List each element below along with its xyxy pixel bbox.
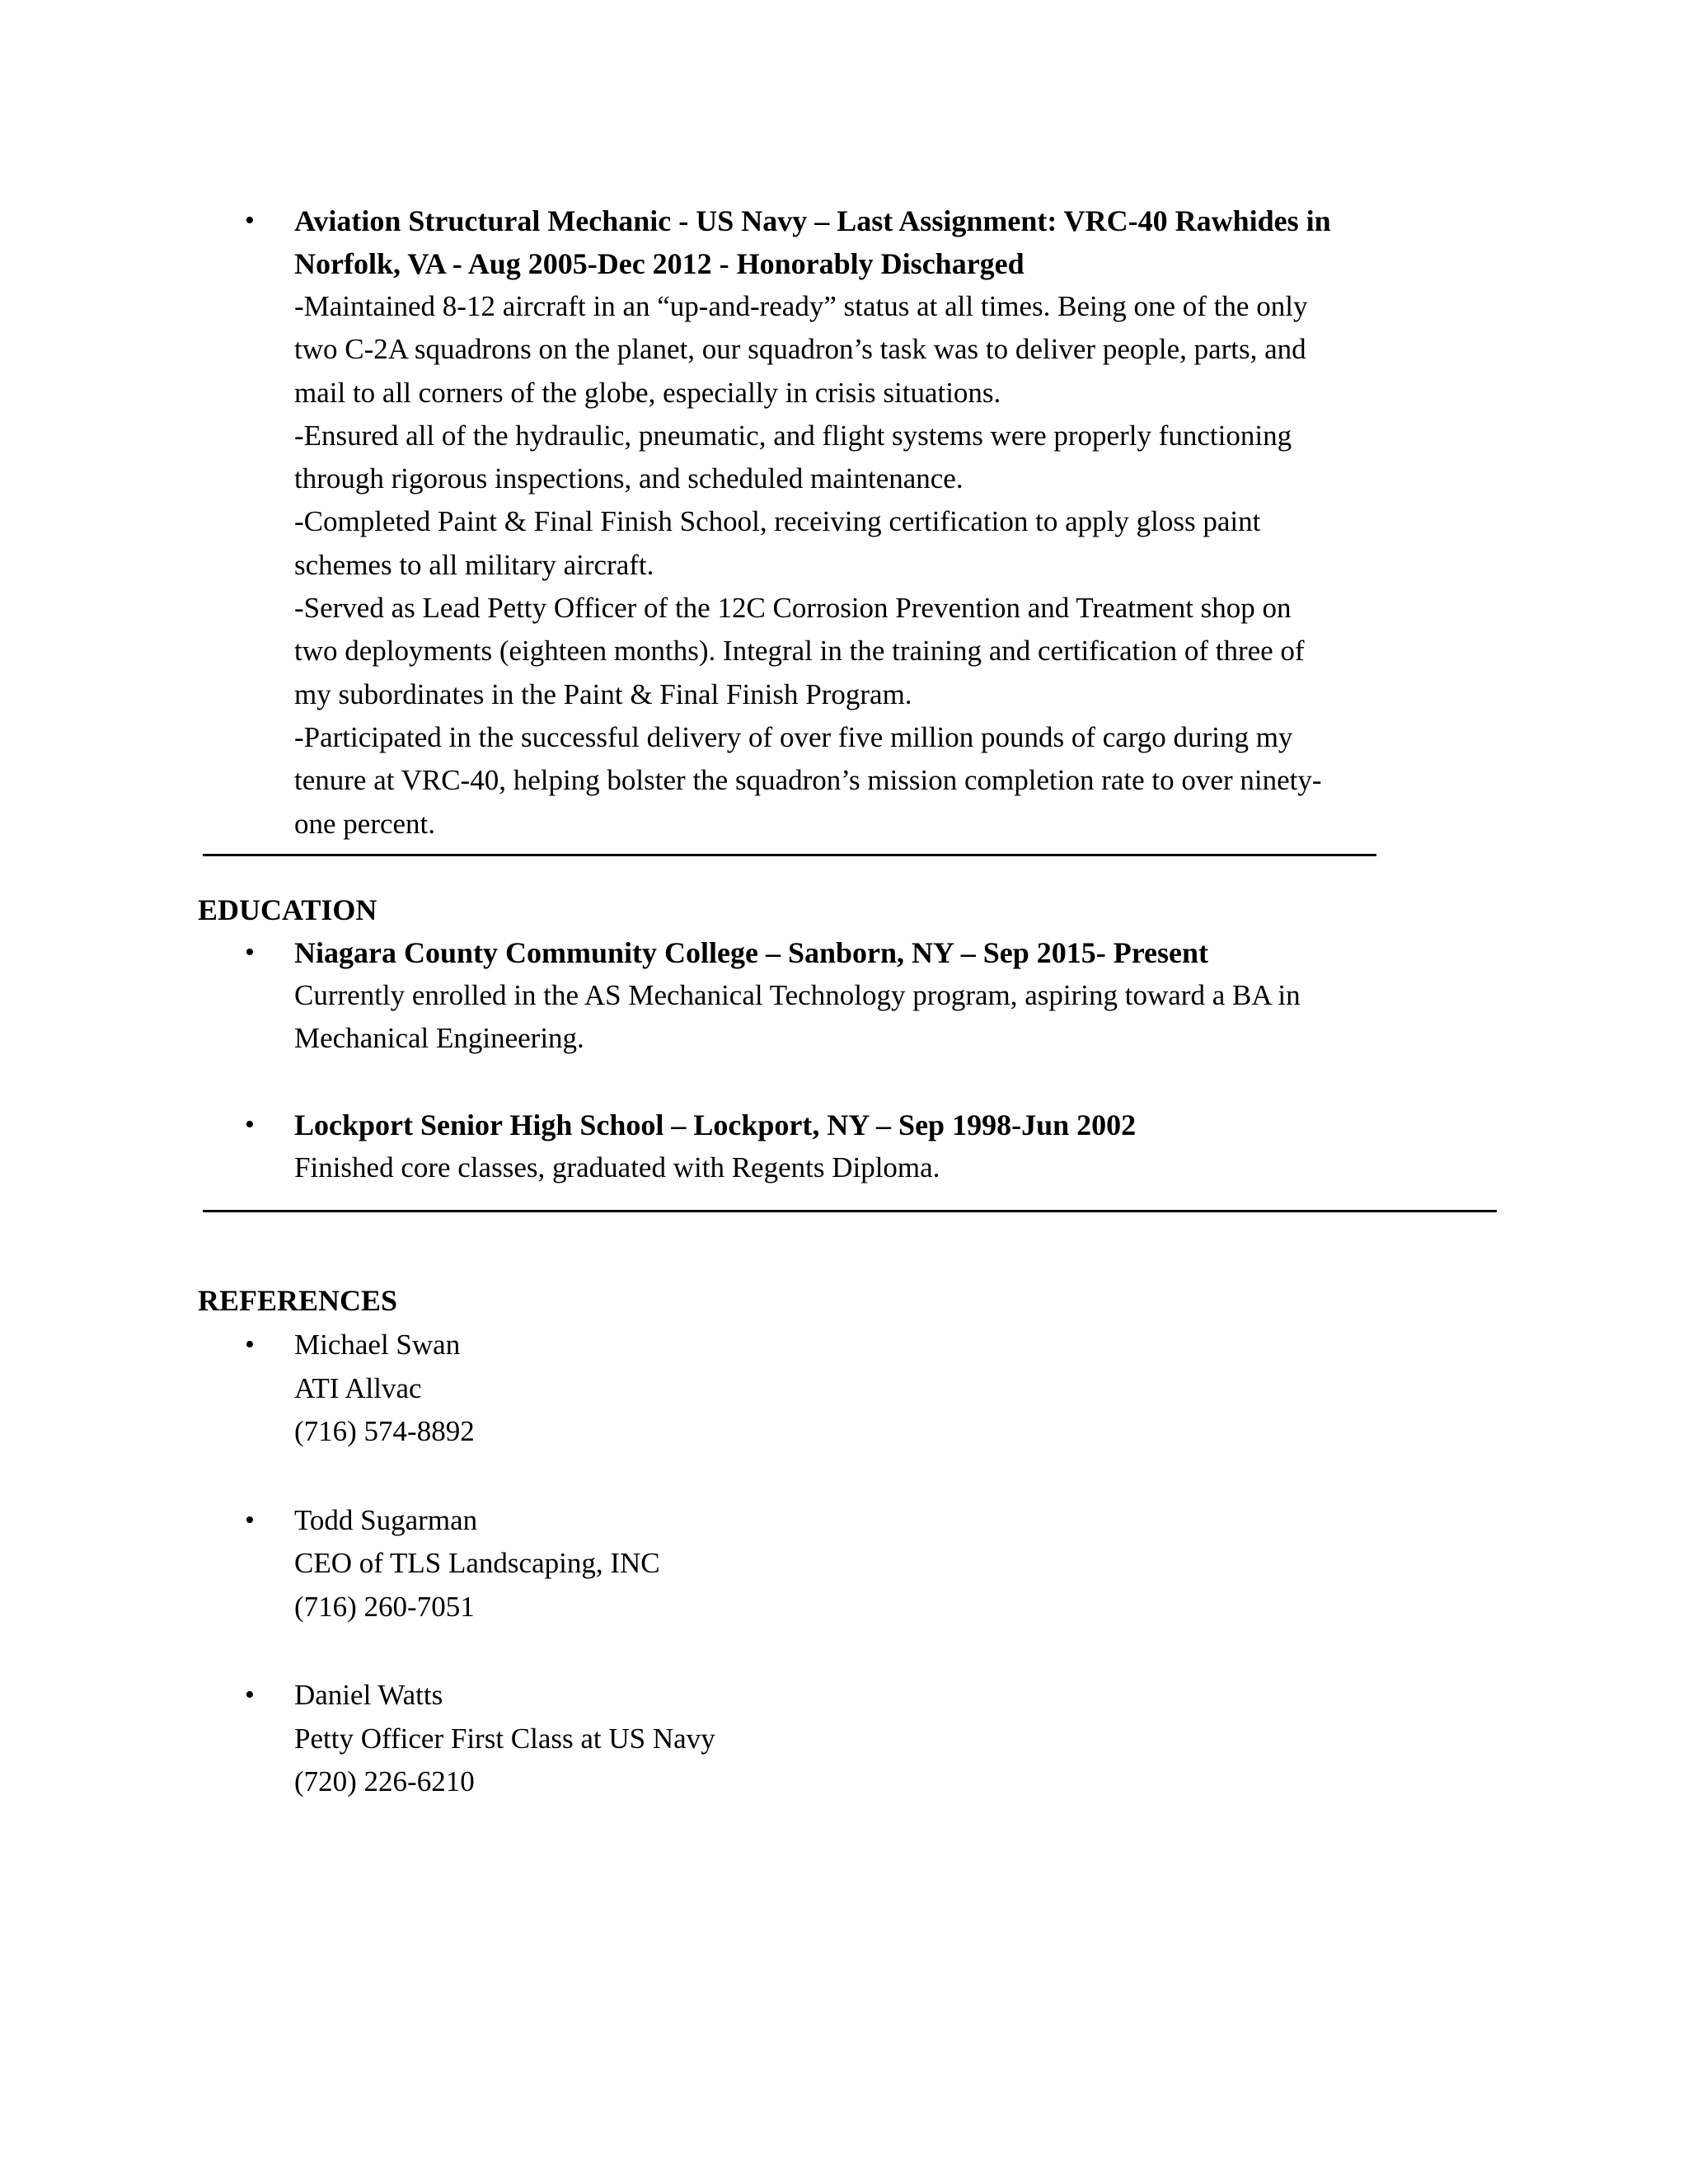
job-text-line: schemes to all military aircraft. — [294, 548, 654, 581]
section-divider — [203, 854, 1376, 856]
school-heading: Lockport Senior High School – Lockport, NY – Sep 1998-Jun 2002 — [294, 1108, 1137, 1141]
reference-phone: (716) 574-8892 — [294, 1415, 475, 1447]
experience-item — [198, 199, 1467, 846]
section-divider — [203, 1210, 1497, 1212]
job-text-line: mail to all corners of the globe, especially in crisis situations. — [294, 376, 1001, 409]
school-text-line: Mechanical Engineering. — [294, 1022, 584, 1055]
job-text-line: -Maintained 8-12 aircraft in an “up-and-ready” status at all times. Being one of the only — [294, 290, 1308, 322]
job-text-line: two C-2A squadrons on the planet, our squadron’s task was to deliver people, parts, and — [294, 333, 1306, 366]
school-text-line: Finished core classes, graduated with Regents Diploma. — [294, 1151, 940, 1183]
bullet-icon: • — [245, 205, 255, 236]
reference-title: CEO of TLS Landscaping, INC — [294, 1547, 660, 1579]
education-item — [198, 931, 1484, 1061]
school-text-line: Currently enrolled in the AS Mechanical Technology program, aspiring toward a BA in — [294, 979, 1301, 1011]
education-title: EDUCATION — [198, 893, 377, 926]
bullet-icon: • — [245, 1680, 255, 1710]
bullet-icon: • — [245, 1108, 255, 1140]
bullet-icon: • — [245, 1329, 255, 1360]
reference-title: Petty Officer First Class at US Navy — [294, 1722, 715, 1755]
references-title: REFERENCES — [198, 1284, 398, 1317]
job-text-line: two deployments (eighteen months). Integral in the training and certification of three of — [294, 635, 1305, 668]
bullet-icon: • — [245, 937, 255, 968]
job-text-line: through rigorous inspections, and scheduled maintenance. — [294, 462, 964, 495]
reference-title: ATI Allvac — [294, 1371, 422, 1404]
job-heading-line-1: Aviation Structural Mechanic - US Navy – Last Assignment: VRC-40 Rawhides in — [294, 204, 1331, 237]
reference-phone: (720) 226-6210 — [294, 1765, 475, 1797]
job-text-line: -Served as Lead Petty Officer of the 12C Corrosion Prevention and Treatment shop on — [294, 592, 1292, 625]
reference-item — [198, 1674, 1484, 1804]
job-text-line: -Participated in the successful delivery of over five million pounds of cargo during my — [294, 720, 1293, 753]
education-item — [198, 1104, 1484, 1189]
experience-section — [198, 199, 1467, 846]
job-heading-line-2: Norfolk, VA - Aug 2005-Dec 2012 - Honorably Discharged — [294, 247, 1025, 280]
job-text-line: -Completed Paint & Final Finish School, receiving certification to apply gloss paint — [294, 505, 1261, 538]
education-section — [198, 931, 1484, 1189]
references-section — [198, 1324, 1484, 1804]
reference-phone: (716) 260-7051 — [294, 1590, 475, 1623]
reference-item — [198, 1499, 1484, 1629]
reference-name: Michael Swan — [294, 1329, 461, 1361]
reference-name: Daniel Watts — [294, 1679, 443, 1711]
bullet-icon: • — [245, 1504, 255, 1535]
school-heading: Niagara County Community College – Sanborn, NY – Sep 2015- Present — [294, 936, 1209, 969]
job-text-line: my subordinates in the Paint & Final Finish Program. — [294, 677, 912, 710]
job-text-line: -Ensured all of the hydraulic, pneumatic, and flight systems were properly functioning — [294, 419, 1292, 452]
job-text-line: one percent. — [294, 807, 436, 840]
reference-name: Todd Sugarman — [294, 1503, 478, 1536]
reference-item — [198, 1324, 1484, 1454]
job-text-line: tenure at VRC-40, helping bolster the squadron’s mission completion rate to over ninety- — [294, 764, 1322, 797]
